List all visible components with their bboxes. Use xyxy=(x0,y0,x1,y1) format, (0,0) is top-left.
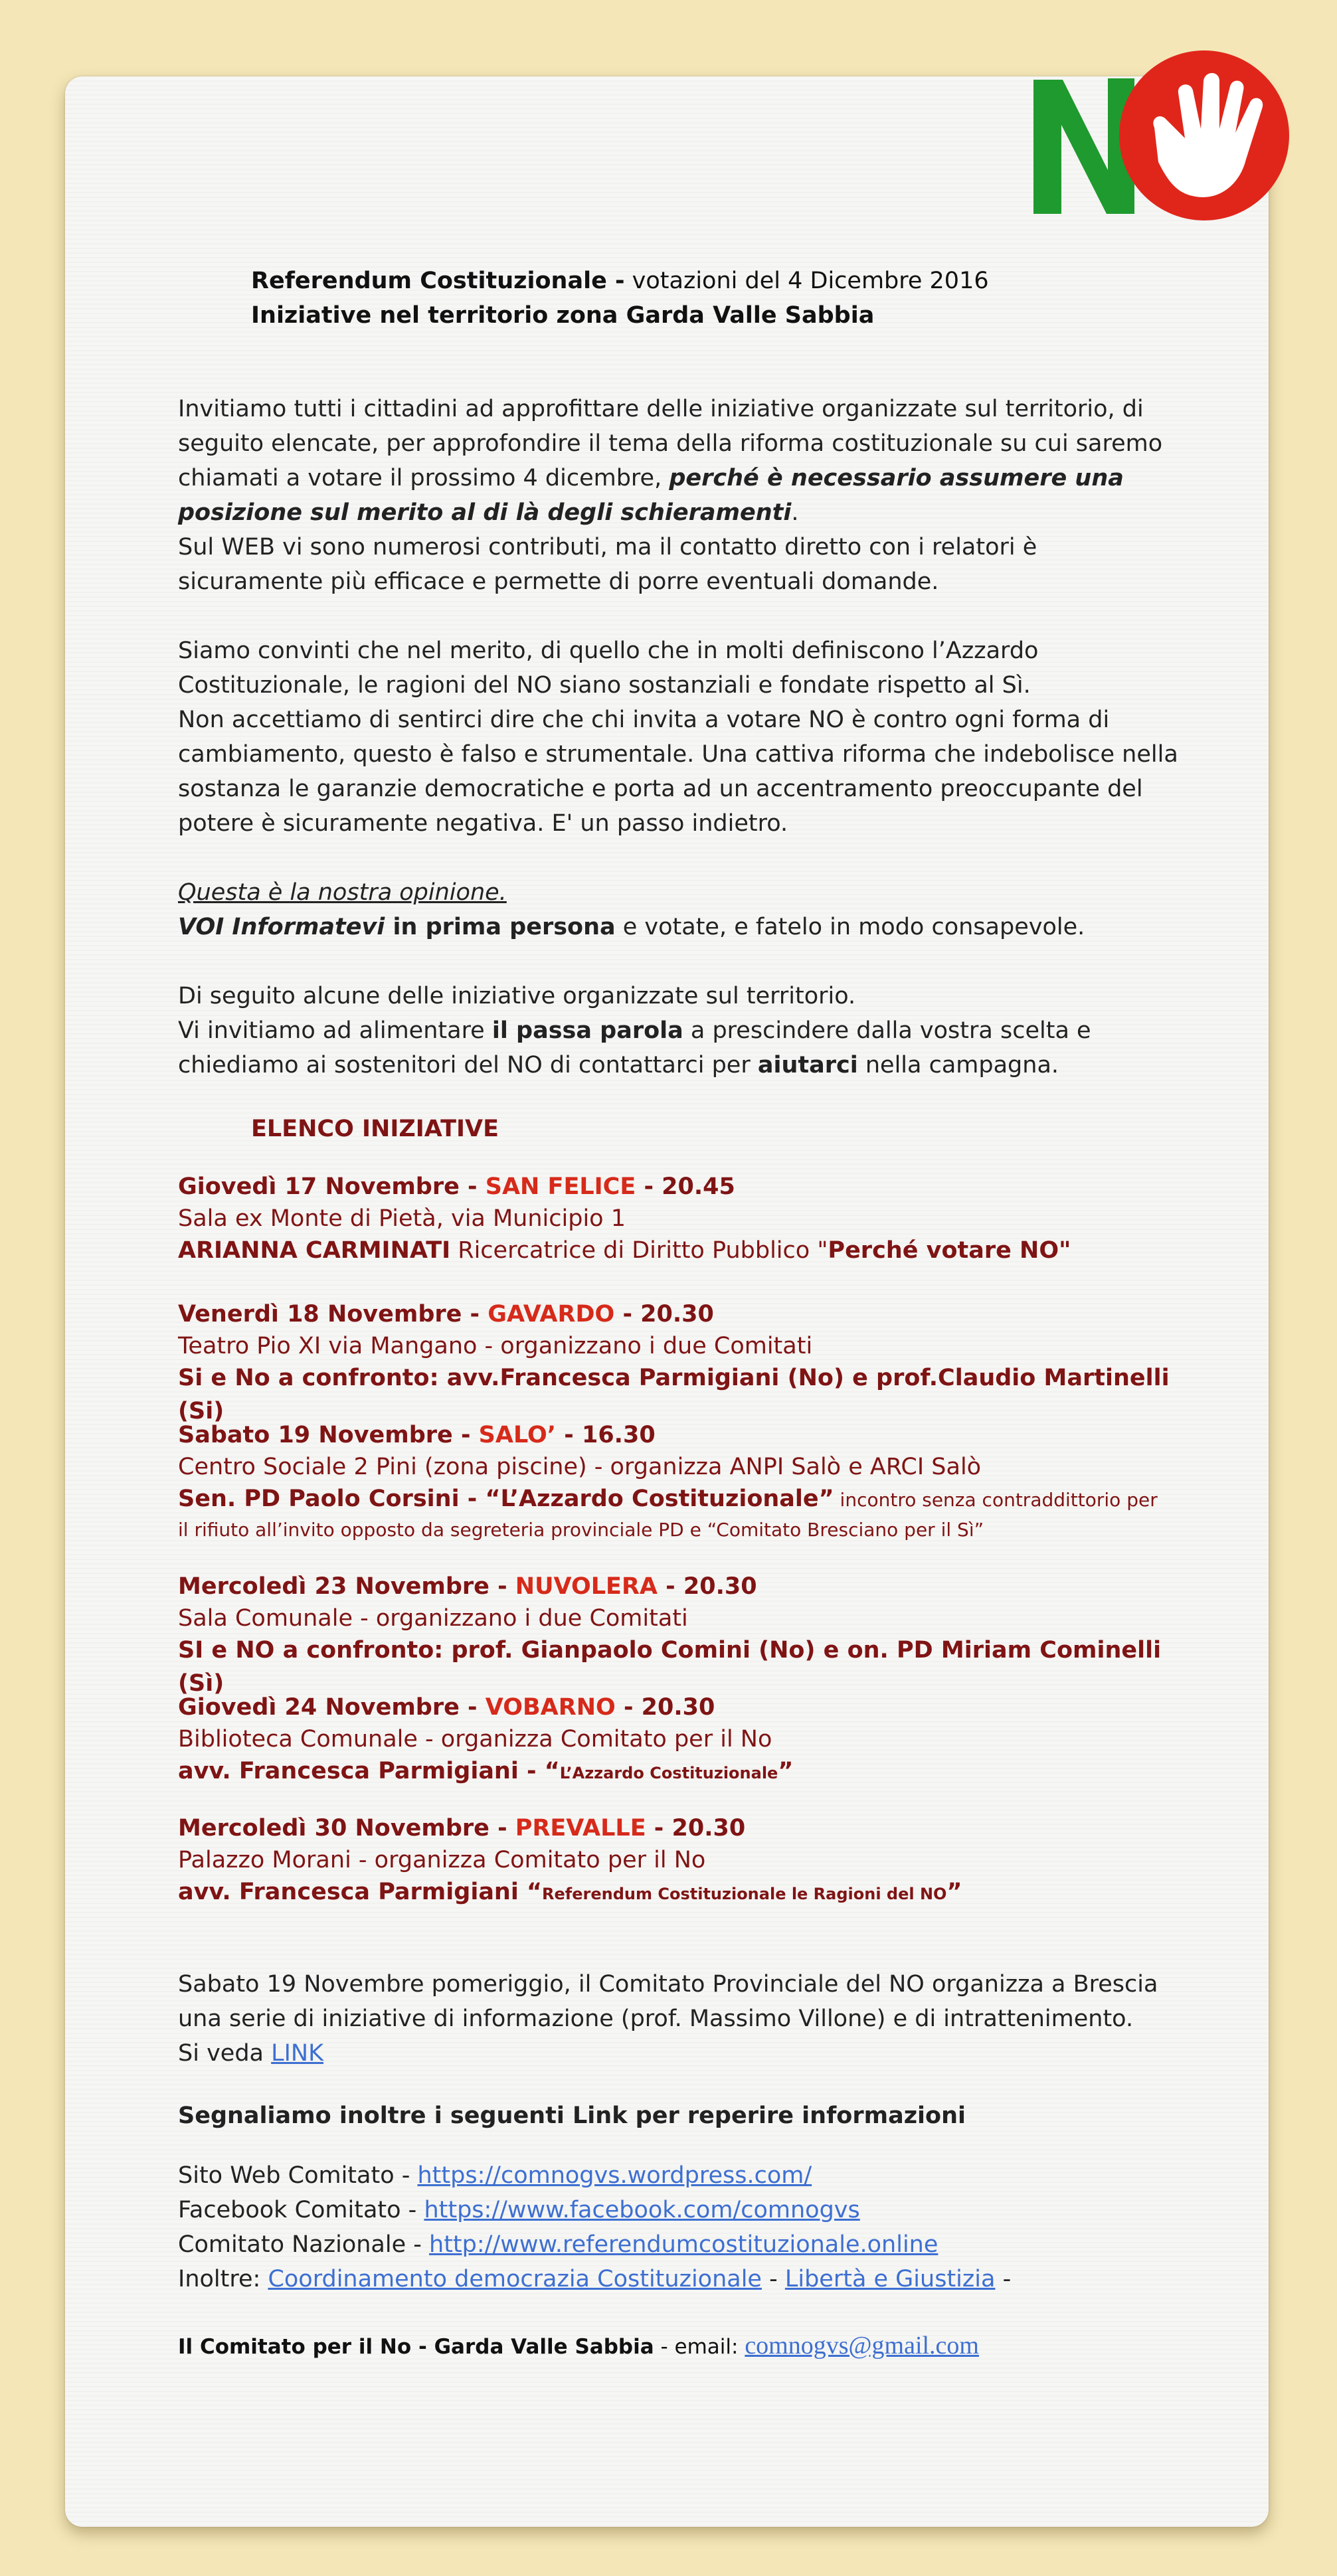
aiutarci: aiutarci xyxy=(757,1052,858,1078)
facebook-link[interactable]: https://www.facebook.com/comnogvs xyxy=(424,2197,860,2223)
voi-informatevi: VOI Informatevi xyxy=(178,914,385,940)
intro-period: . xyxy=(791,499,799,526)
intro-text: Invitiamo tutti i cittadini ad approfittare delle iniziative organizzate sul territorio, di seguito elencate, per approfondire il tema della riforma costituzionale su cui saremo chiamati a votare il prossimo 4 dicembre, xyxy=(178,396,1163,491)
intro-paragraph-2 xyxy=(178,634,1188,841)
event-date: Mercoledì 23 Novembre - xyxy=(178,1573,515,1600)
intro-web-note: Sul WEB vi sono numerosi contributi, ma il contatto diretto con i relatori è sicuramente più efficace e permette di porre eventuali domande. xyxy=(178,534,1037,595)
event-time: - 20.30 xyxy=(646,1815,746,1842)
votate-text: e votate, e fatelo in modo consapevole. xyxy=(615,914,1085,940)
event-quote-end: ” xyxy=(778,1758,794,1784)
passa-parola: il passa parola xyxy=(491,1017,683,1044)
riforma-text: Non accettiamo di sentirci dire che chi invita a votare NO è contro ogni forma di cambiamento, questo è falso e strumentale. Una cattiva riforma che indebolisce nella sostanza le garanzie democratiche e porta ad un accentramento preoccupante del potere è sicuramente negativa. E' un passo indietro. xyxy=(178,707,1178,837)
brescia-link[interactable]: LINK xyxy=(271,2040,324,2067)
event-venue: Biblioteca Comunale - organizza Comitato per il No xyxy=(178,1726,772,1753)
comitato-nazionale-link[interactable]: http://www.referendumcostituzionale.online xyxy=(429,2231,938,2258)
event-vobarno xyxy=(178,1691,1214,1790)
event-san-felice xyxy=(178,1170,1214,1267)
event-speaker: Si e No a confronto: avv.Francesca Parmigiani (No) e prof.Claudio Martinelli (Si) xyxy=(178,1365,1170,1424)
intro-emphasis: perché è necessario assumere una posizione sul merito al di là degli schieramenti xyxy=(178,465,1124,526)
event-note: incontro senza contraddittorio per xyxy=(834,1489,1158,1511)
header-line-2: Iniziative nel territorio zona Garda Valle Sabbia xyxy=(251,302,875,329)
no-logo xyxy=(1028,29,1294,228)
event-place: SALO’ xyxy=(478,1422,557,1448)
event-venue: Centro Sociale 2 Pini (zona piscine) - organizza ANPI Salò e ARCI Salò xyxy=(178,1454,982,1480)
link-row-nazionale xyxy=(178,2227,1188,2262)
sostenitori-text: a prescindere dalla vostra scelta e chiediamo ai sostenitori del NO di contattarci per xyxy=(178,1017,1091,1078)
event-date: Sabato 19 Novembre - xyxy=(178,1422,479,1448)
event-title: L’Azzardo Costituzionale xyxy=(559,1764,778,1782)
event-place: NUVOLERA xyxy=(515,1573,658,1600)
event-prevalle xyxy=(178,1812,1214,1911)
link-row-inoltre xyxy=(178,2262,1188,2296)
event-salo xyxy=(178,1418,1214,1543)
email-link[interactable]: comnogvs@gmail.com xyxy=(745,2332,979,2360)
header-title: Referendum Costituzionale - xyxy=(251,268,625,294)
links-list xyxy=(178,2158,1188,2296)
event-time: - 20.30 xyxy=(615,1694,715,1721)
event-time: - 20.45 xyxy=(636,1173,735,1200)
event-place: PREVALLE xyxy=(515,1815,646,1842)
event-quote-end: ” xyxy=(946,1879,962,1905)
campagna-text: nella campagna. xyxy=(857,1052,1059,1078)
event-speaker: avv. Francesca Parmigiani “ xyxy=(178,1879,543,1905)
event-place: VOBARNO xyxy=(485,1694,616,1721)
coordinamento-link[interactable]: Coordinamento democrazia Costituzionale xyxy=(268,2266,762,2292)
link-tail: - xyxy=(995,2266,1012,2292)
link-label: Sito Web Comitato - xyxy=(178,2162,418,2189)
opinion-block xyxy=(178,875,1188,944)
intro-paragraph-1 xyxy=(178,392,1188,599)
footer-email-label: - email: xyxy=(654,2335,745,2359)
brescia-text: Sabato 19 Novembre pomeriggio, il Comitato Provinciale del NO organizza a Brescia una serie di iniziative di informazione (prof. Massimo Villone) e di intrattenimento. xyxy=(178,1971,1158,2032)
azzardo-text: Siamo convinti che nel merito, di quello che in molti definiscono l’Azzardo Costituzionale, le ragioni del NO siano sostanziali e fondate rispetto al Sì. xyxy=(178,638,1039,699)
intro-paragraph-4 xyxy=(178,979,1188,1082)
event-speaker: avv. Francesca Parmigiani - “ xyxy=(178,1758,560,1784)
footer xyxy=(178,2328,979,2364)
links-title: Segnaliamo inoltre i seguenti Link per reperire informazioni xyxy=(178,2103,966,2129)
event-speaker: SI e NO a confronto: prof. Gianpaolo Comini (No) e on. PD Miriam Cominelli (Sì) xyxy=(178,1637,1162,1697)
event-venue: Palazzo Morani - organizza Comitato per il No xyxy=(178,1847,706,1873)
event-speaker: Sen. PD Paolo Corsini - “L’Azzardo Costituzionale” xyxy=(178,1486,834,1512)
event-title: Referendum Costituzionale le Ragioni del NO xyxy=(542,1885,947,1903)
event-venue: Teatro Pio XI via Mangano - organizzano i due Comitati xyxy=(178,1333,813,1359)
si-veda: Si veda xyxy=(178,2040,272,2067)
footer-signature: Il Comitato per il No - Garda Valle Sabbia xyxy=(178,2335,654,2359)
event-place: GAVARDO xyxy=(488,1301,615,1328)
link-label: Comitato Nazionale - xyxy=(178,2231,430,2258)
event-date: Giovedì 17 Novembre - xyxy=(178,1173,486,1200)
event-time: - 16.30 xyxy=(556,1422,656,1448)
seguito-text: Di seguito alcune delle iniziative organizzate sul territorio. xyxy=(178,983,856,1009)
event-date: Giovedì 24 Novembre - xyxy=(178,1694,486,1721)
inoltre-label: Inoltre: xyxy=(178,2266,268,2292)
brescia-paragraph xyxy=(178,1967,1188,2071)
event-speaker-role: Ricercatrice di Diritto Pubblico " xyxy=(450,1237,828,1264)
event-venue: Sala ex Monte di Pietà, via Municipio 1 xyxy=(178,1205,626,1232)
link-row-sito xyxy=(178,2158,1188,2193)
event-gavardo xyxy=(178,1298,1214,1428)
event-note-continued: il rifiuto all’invito opposto da segreteria provinciale PD e “Comitato Bresciano per il Sì” xyxy=(178,1519,984,1541)
header-line-1 xyxy=(251,262,989,300)
header-date: votazioni del 4 Dicembre 2016 xyxy=(624,268,989,294)
invito-text: Vi invitiamo ad alimentare xyxy=(178,1017,492,1044)
event-speaker: ARIANNA CARMINATI xyxy=(178,1237,451,1264)
elenco-title: ELENCO INIZIATIVE xyxy=(251,1116,499,1142)
event-date: Venerdì 18 Novembre - xyxy=(178,1301,488,1328)
event-title: Perché votare NO" xyxy=(828,1237,1071,1264)
event-time: - 20.30 xyxy=(657,1573,757,1600)
liberta-giustizia-link[interactable]: Libertà e Giustizia xyxy=(784,2266,996,2292)
link-label: Facebook Comitato - xyxy=(178,2197,424,2223)
link-separator: - xyxy=(761,2266,785,2292)
sito-web-link[interactable]: https://comnogvs.wordpress.com/ xyxy=(417,2162,812,2189)
in-prima-persona: in prima persona xyxy=(385,914,616,940)
event-place: SAN FELICE xyxy=(485,1173,636,1200)
event-date: Mercoledì 30 Novembre - xyxy=(178,1815,515,1842)
event-time: - 20.30 xyxy=(614,1301,714,1328)
link-row-facebook xyxy=(178,2193,1188,2227)
opinion-text: Questa è la nostra opinione. xyxy=(178,879,507,906)
event-venue: Sala Comunale - organizzano i due Comitati xyxy=(178,1605,688,1632)
event-nuvolera xyxy=(178,1570,1214,1700)
